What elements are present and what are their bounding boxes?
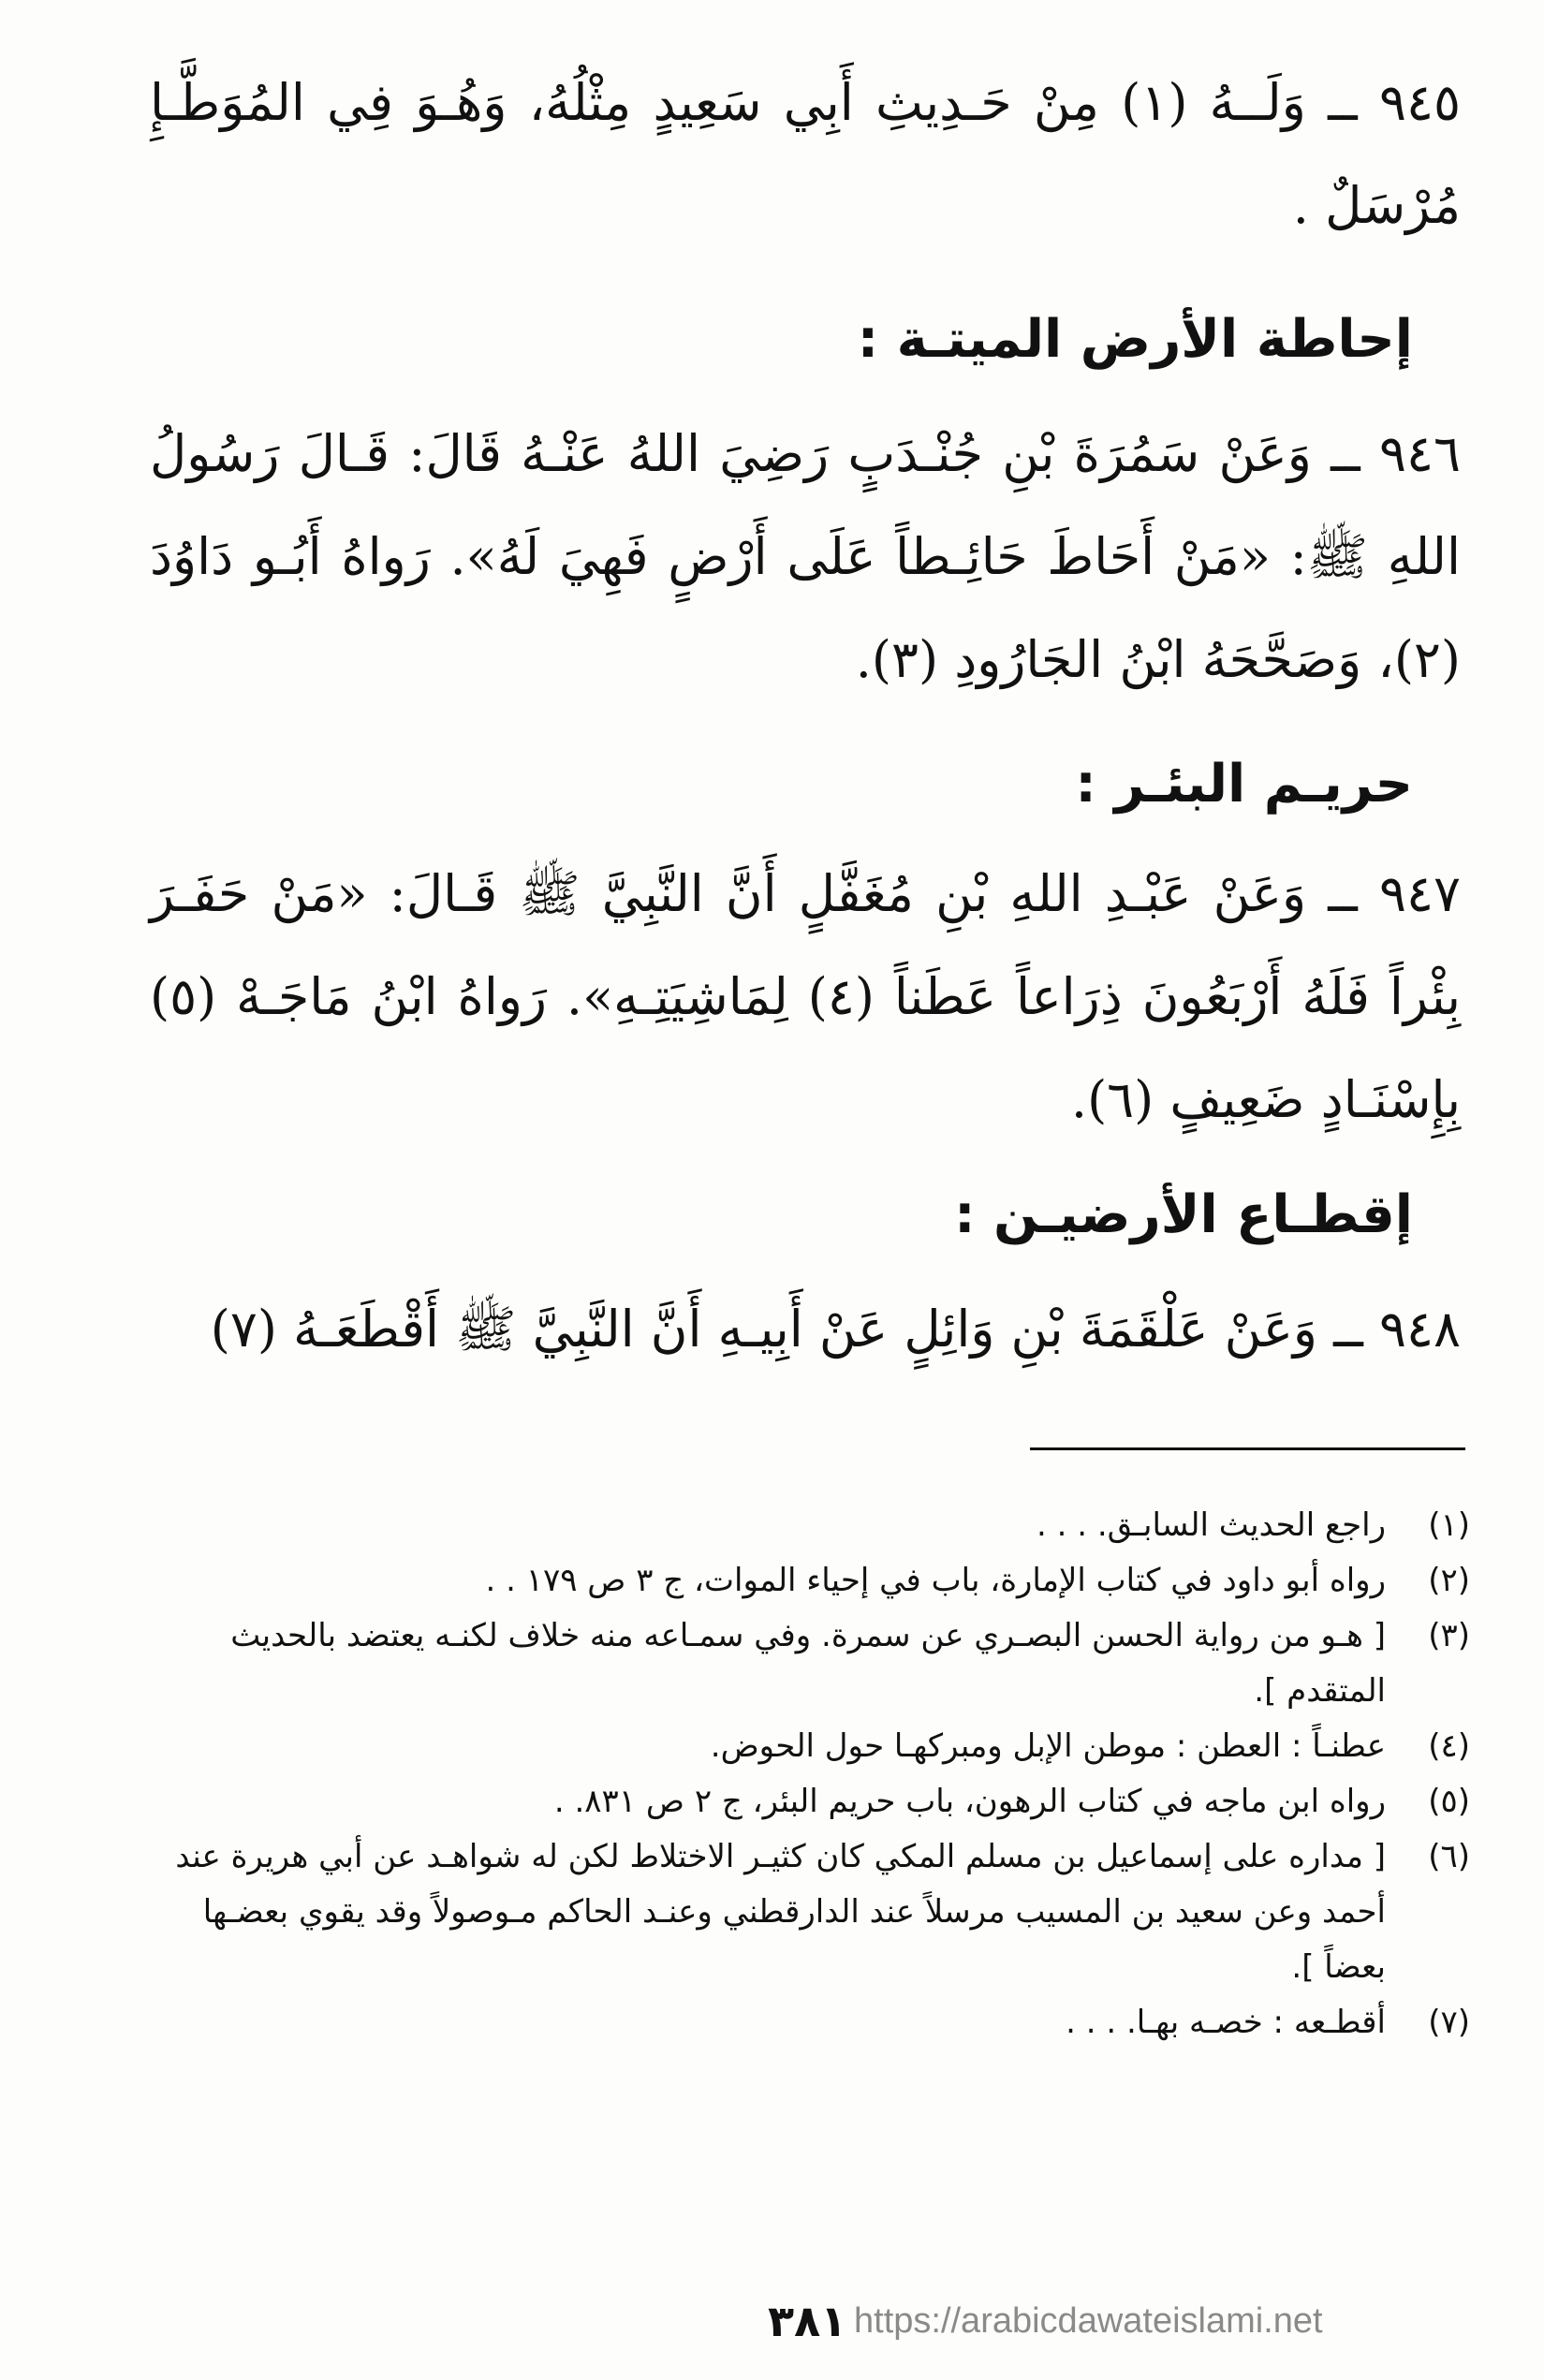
hadith-947-text: ٩٤٧ ــ وَعَنْ عَبْـدِ اللهِ بْنِ مُغَفَّلٍ أَنَّ النَّبِيَّ ﷺ قَـالَ: «مَنْ حَفَـرَ بِئْراً فَلَهُ أَرْبَعُونَ ذِرَاعاً عَطَناً (٤) لِمَاشِيَتِـهِ». رَواهُ ابْنُ مَاجَـهْ (٥) بِإِسْنَـادٍ ضَعِيفٍ (٦). — [150, 864, 1461, 1129]
hadith-948-text: ٩٤٨ ــ وَعَنْ عَلْقَمَةَ بْنِ وَائِلٍ عَنْ أَبِيـهِ أَنَّ النَّبِيَّ ﷺ أَقْطَعَـهُ (٧) — [210, 1300, 1461, 1359]
footnote-item — [159, 1829, 1470, 1995]
footnote-text: راجع الحديث السابـق. . . . — [1037, 1506, 1386, 1544]
footnote-item — [159, 1719, 1470, 1774]
section-heading-well-boundary: حريـم البئـر : — [1075, 754, 1413, 815]
section-heading-land-enclosure: إحاطة الأرض الميتـة : — [857, 309, 1413, 370]
footnote-text: [ مداره على إسماعيل بن مسلم المكي كان كثيـر الاختلاط لكن له شواهـد عن أبي هريرة عند أحمد وعن سعيد بن المسيب مرسلاً عند الدارقطني وعنـد الحاكم مـوصولاً وقد يقوي بعضـها بعضاً ]. — [175, 1838, 1386, 1986]
section-heading-land-grants: إقطـاع الأرضيـن : — [954, 1184, 1413, 1245]
footnote-text: رواه أبو داود في كتاب الإمارة، باب في إحياء الموات، ج ٣ ص ١٧٩ . . — [485, 1562, 1386, 1599]
footnote-item — [159, 1498, 1470, 1553]
footnote-item — [159, 1995, 1470, 2050]
hadith-947 — [150, 843, 1461, 1152]
footnote-number: (٤) — [1428, 1727, 1470, 1765]
footnote-number: (٢) — [1428, 1562, 1470, 1599]
footnote-text: [ هـو من رواية الحسن البصـري عن سمرة. وفي سمـاعه منه خلاف لكنـه يعتضد بالحديث المتقدم ]. — [230, 1617, 1386, 1710]
footnote-number: (٥) — [1428, 1783, 1470, 1820]
footnote-item — [159, 1774, 1470, 1829]
watermark-url[interactable]: https://arabicdawateislami.net — [854, 2301, 1323, 2341]
footnote-text: رواه ابن ماجه في كتاب الرهون، باب حريم البئر، ج ٢ ص ٨٣١. . — [553, 1783, 1386, 1820]
footnote-number: (٧) — [1428, 2004, 1470, 2041]
footnote-number: (٦) — [1428, 1838, 1470, 1875]
hadith-946-text: ٩٤٦ ــ وَعَنْ سَمُرَةَ بْنِ جُنْـدَبٍ رَضِيَ اللهُ عَنْـهُ قَالَ: قَـالَ رَسُولُ اللهِ ﷺ: «مَنْ أَحَاطَ حَائِـطاً عَلَى أَرْضٍ فَهِيَ لَهُ». رَواهُ أَبُـو دَاوُدَ (٢)، وَصَحَّحَهُ ابْنُ الجَارُودِ (٣). — [150, 424, 1461, 689]
footnote-divider — [1030, 1447, 1465, 1450]
hadith-945 — [150, 51, 1461, 257]
footnote-number: (١) — [1428, 1506, 1470, 1544]
footnotes — [159, 1498, 1470, 2050]
hadith-948 — [150, 1278, 1461, 1381]
hadith-946 — [150, 403, 1461, 712]
footnote-text: عطنـاً : العطن : موطن الإبل ومبركهـا حول الحوض. — [710, 1727, 1386, 1765]
footnote-text: أقطـعه : خصـه بهـا. . . . — [1066, 2004, 1386, 2041]
page-number: ٣٨١ — [768, 2296, 847, 2346]
footnote-item — [159, 1553, 1470, 1609]
footnote-number: (٣) — [1428, 1617, 1470, 1654]
hadith-945-text: ٩٤٥ ــ وَلَــهُ (١) مِنْ حَـدِيثِ أَبِي سَعِيدٍ مِثْلُهُ، وَهُـوَ فِي المُوَطَّـإِ مُرْسَلٌ . — [150, 73, 1462, 235]
footnote-item — [159, 1609, 1470, 1719]
